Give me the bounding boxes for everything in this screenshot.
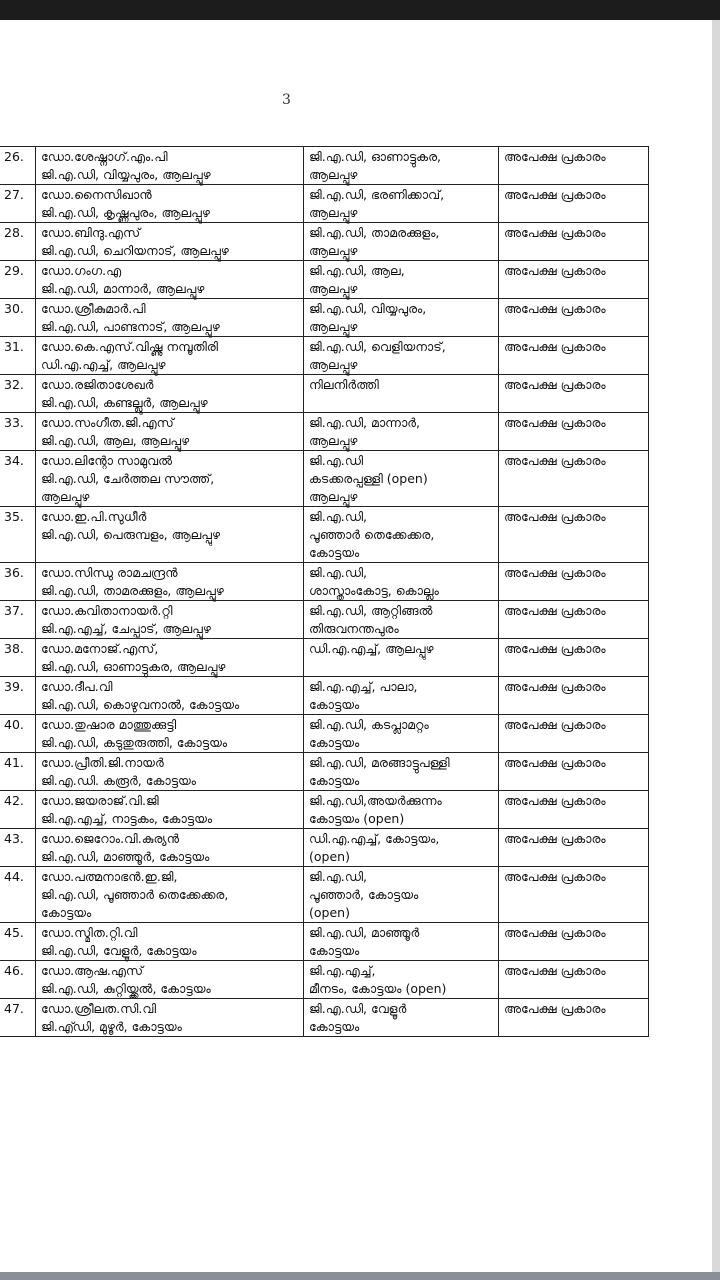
doctor-name-cell bbox=[36, 639, 304, 677]
new-posting-cell-line: ജി.എ.ഡി, ഓണാട്ടുകര, bbox=[309, 149, 442, 164]
doctor-name-cell-line: ഡോ.തുഷാര മാത്തുക്കുട്ടി bbox=[41, 717, 177, 732]
doctor-name-cell-line: ഡോ.ബിന്ദു.എസ് bbox=[41, 225, 141, 240]
new-posting-cell bbox=[304, 961, 499, 999]
new-posting-cell-line: ജി.എ.ഡി, താമരക്കുളം, bbox=[309, 225, 440, 240]
doctor-name-cell-line: ജി.എ.ഡി, താമരക്കുളം, ആലപ്പുഴ bbox=[41, 583, 224, 598]
new-posting-cell bbox=[304, 223, 499, 261]
table-row bbox=[0, 375, 649, 413]
table-row bbox=[0, 261, 649, 299]
table-row bbox=[0, 715, 649, 753]
new-posting-cell bbox=[304, 715, 499, 753]
new-posting-cell-line: ജി.എ.ഡി, bbox=[309, 509, 368, 524]
remark-cell: അപേക്ഷ പ്രകാരം bbox=[499, 507, 649, 563]
doctor-name-cell-line: ജി.എ.ഡി, മാഞ്ഞൂർ, കോട്ടയം bbox=[41, 849, 210, 864]
remark-cell: അപേക്ഷ പ്രകാരം bbox=[499, 999, 649, 1037]
doctor-name-cell bbox=[36, 413, 304, 451]
table-row bbox=[0, 677, 649, 715]
doctor-name-cell bbox=[36, 999, 304, 1037]
doctor-name-cell-line: കോട്ടയം bbox=[41, 905, 92, 920]
new-posting-cell-line: ജി.എ.ഡി, ആറ്റിങ്ങൽ bbox=[309, 603, 433, 618]
new-posting-cell-line: (open) bbox=[309, 905, 350, 920]
doctor-name-cell-line: ജി.എ്ഡി, മുഴൂർ, കോട്ടയം bbox=[41, 1019, 182, 1034]
new-posting-cell-line: ജി.എ.എച്ച്, bbox=[309, 963, 376, 978]
remark-cell: അപേക്ഷ പ്രകാരം bbox=[499, 413, 649, 451]
new-posting-cell bbox=[304, 829, 499, 867]
new-posting-cell-line: ആലപ്പുഴ bbox=[309, 281, 358, 296]
doctor-name-cell-line: ജി.എ.ഡി, ചേർത്തല സൗത്ത്, bbox=[41, 471, 215, 486]
row-number: 34. bbox=[0, 451, 36, 507]
new-posting-cell-line: കോട്ടയം bbox=[309, 697, 360, 712]
row-number: 26. bbox=[0, 147, 36, 185]
new-posting-cell bbox=[304, 753, 499, 791]
doctor-name-cell-line: ജി.എ.എച്ച്, ചേപ്പാട്, ആലപ്പുഴ bbox=[41, 621, 211, 636]
row-number: 47. bbox=[0, 999, 36, 1037]
row-number: 30. bbox=[0, 299, 36, 337]
new-posting-cell-line: ജി.എ.ഡി, വേളൂർ bbox=[309, 1001, 407, 1016]
new-posting-cell-line: ആലപ്പുഴ bbox=[309, 489, 358, 504]
doctor-name-cell-line: ഡോ.രജിതാശേഖർ bbox=[41, 377, 154, 392]
table-row bbox=[0, 507, 649, 563]
doctor-name-cell-line: ഡോ.സ്മിത.റ്റി.വി bbox=[41, 925, 138, 940]
remark-cell: അപേക്ഷ പ്രകാരം bbox=[499, 261, 649, 299]
doctor-name-cell-line: ഡോ.പ്രീതി.ജി.നായർ bbox=[41, 755, 164, 770]
remark-cell: അപേക്ഷ പ്രകാരം bbox=[499, 337, 649, 375]
doctor-name-cell-line: ജി.എ.ഡി, കൃഷ്ണപുരം, ആലപ്പുഴ bbox=[41, 205, 210, 220]
new-posting-cell-line: ജി.എ.ഡി, ആല, bbox=[309, 263, 405, 278]
row-number: 38. bbox=[0, 639, 36, 677]
table-row bbox=[0, 999, 649, 1037]
new-posting-cell-line: ജി.എ.ഡി bbox=[309, 453, 364, 468]
doctor-name-cell-line: ജി.എ.ഡി, പാണ്ടനാട്, ആലപ്പുഴ bbox=[41, 319, 220, 334]
row-number: 43. bbox=[0, 829, 36, 867]
new-posting-cell-line: ആലപ്പുഴ bbox=[309, 167, 358, 182]
new-posting-cell-line: കോട്ടയം (open) bbox=[309, 811, 405, 826]
new-posting-cell-line: ജി.എ.ഡി, വെളിയനാട്, bbox=[309, 339, 446, 354]
table-row bbox=[0, 867, 649, 923]
new-posting-cell-line: ആലപ്പുഴ bbox=[309, 433, 358, 448]
new-posting-cell-line: തിരുവനന്തപുരം bbox=[309, 621, 399, 636]
new-posting-cell-line: കോട്ടയം bbox=[309, 1019, 360, 1034]
remark-cell: അപേക്ഷ പ്രകാരം bbox=[499, 223, 649, 261]
new-posting-cell-line: ജി.എ.ഡി, bbox=[309, 869, 368, 884]
new-posting-cell-line: ജി.എ.ഡി, മാഞ്ഞൂർ bbox=[309, 925, 420, 940]
doctor-name-cell-line: ഡോ.പത്മനാഭൻ.ഇ.ജി, bbox=[41, 869, 178, 884]
new-posting-cell-line: ജി.എ.ഡി, bbox=[309, 565, 368, 580]
doctor-name-cell bbox=[36, 185, 304, 223]
row-number: 37. bbox=[0, 601, 36, 639]
doctor-name-cell-line: ജി.എ.എച്ച്, നാട്ടകം, കോട്ടയം bbox=[41, 811, 213, 826]
new-posting-cell bbox=[304, 337, 499, 375]
doctor-name-cell bbox=[36, 715, 304, 753]
doctor-name-cell-line: ഡി.എ.എച്ച്, ആലപ്പുഴ bbox=[41, 357, 166, 372]
new-posting-cell bbox=[304, 451, 499, 507]
new-posting-cell-line: ആലപ്പുഴ bbox=[309, 357, 358, 372]
table-row bbox=[0, 563, 649, 601]
remark-cell: അപേക്ഷ പ്രകാരം bbox=[499, 375, 649, 413]
doctor-name-cell-line: ഡോ.സിന്ധു രാമചന്ദ്രൻ bbox=[41, 565, 178, 580]
new-posting-cell-line: പൂഞ്ഞാർ, കോട്ടയം bbox=[309, 887, 419, 902]
remark-cell: അപേക്ഷ പ്രകാരം bbox=[499, 677, 649, 715]
row-number: 35. bbox=[0, 507, 36, 563]
doctor-name-cell-line: ജി.എ.ഡി, കൊഴുവനാൽ, കോട്ടയം bbox=[41, 697, 240, 712]
remark-cell: അപേക്ഷ പ്രകാരം bbox=[499, 299, 649, 337]
new-posting-cell-line: ജി.എ.ഡി,അയർക്കുന്നം bbox=[309, 793, 442, 808]
doctor-name-cell bbox=[36, 223, 304, 261]
doctor-name-cell-line: ജി.എ.ഡി. കരൂർ, കോട്ടയം bbox=[41, 773, 197, 788]
doctor-name-cell-line: ജി.എ.ഡി, കുറ്റിയ്ക്കൽ, കോട്ടയം bbox=[41, 981, 211, 996]
doctor-name-cell-line: ജി.എ.ഡി, കടുതുരുത്തി, കോട്ടയം bbox=[41, 735, 228, 750]
doctor-name-cell-line: ജി.എ.ഡി, പെരുമ്പളം, ആലപ്പുഴ bbox=[41, 527, 221, 542]
doctor-name-cell-line: ജി.എ.ഡി, പൂഞ്ഞാർ തെക്കേക്കര, bbox=[41, 887, 229, 902]
doctor-name-cell bbox=[36, 791, 304, 829]
remark-cell: അപേക്ഷ പ്രകാരം bbox=[499, 601, 649, 639]
remark-cell: അപേക്ഷ പ്രകാരം bbox=[499, 791, 649, 829]
new-posting-cell-line: നിലനിർത്തി bbox=[309, 377, 379, 392]
new-posting-cell bbox=[304, 261, 499, 299]
new-posting-cell bbox=[304, 507, 499, 563]
new-posting-cell-line: ജി.എ.ഡി, കടപ്ലാമറ്റം bbox=[309, 717, 429, 732]
doctor-name-cell bbox=[36, 601, 304, 639]
row-number: 42. bbox=[0, 791, 36, 829]
table-row bbox=[0, 961, 649, 999]
doctor-name-cell-line: ജി.എ.ഡി, ചെറിയനാട്, ആലപ്പുഴ bbox=[41, 243, 229, 258]
new-posting-cell-line: ഡി.എ.എച്ച്, ആലപ്പുഴ bbox=[309, 641, 434, 656]
doctor-name-cell-line: ഡോ.ശ്രീകുമാർ.പി bbox=[41, 301, 146, 316]
doctor-name-cell bbox=[36, 867, 304, 923]
doctor-name-cell-line: ഡോ.മനോജ്.എസ്, bbox=[41, 641, 159, 656]
remark-cell: അപേക്ഷ പ്രകാരം bbox=[499, 867, 649, 923]
new-posting-cell-line: ശാസ്താംകോട്ട, കൊല്ലം bbox=[309, 583, 439, 598]
doctor-name-cell bbox=[36, 299, 304, 337]
doctor-name-cell bbox=[36, 829, 304, 867]
table-row bbox=[0, 413, 649, 451]
doctor-name-cell bbox=[36, 147, 304, 185]
new-posting-cell bbox=[304, 563, 499, 601]
doctor-name-cell-line: ഡോ.നൈസിഖാൻ bbox=[41, 187, 152, 202]
row-number: 33. bbox=[0, 413, 36, 451]
new-posting-cell-line: ആലപ്പുഴ bbox=[309, 243, 358, 258]
doctor-name-cell-line: ഡോ.സംഗീത.ജി.എസ് bbox=[41, 415, 174, 430]
doctor-name-cell-line: ജി.എ.ഡി, ഓണാട്ടുകര, ആലപ്പുഴ bbox=[41, 659, 226, 674]
doctor-name-cell-line: ജി.എ.ഡി, മാന്നാർ, ആലപ്പുഴ bbox=[41, 281, 205, 296]
table-row bbox=[0, 185, 649, 223]
doctor-name-cell-line: ജി.എ.ഡി, വിയ്യപുരം, ആലപ്പുഴ bbox=[41, 167, 211, 182]
remark-cell: അപേക്ഷ പ്രകാരം bbox=[499, 961, 649, 999]
transfer-table-body bbox=[0, 147, 649, 1037]
doctor-name-cell-line: ഡോ.ജെറോം.വി.കുര്യൻ bbox=[41, 831, 180, 846]
new-posting-cell bbox=[304, 639, 499, 677]
doctor-name-cell-line: ഡോ.കെ.എസ്.വിഷ്ണു നമ്പൂതിരി bbox=[41, 339, 218, 354]
new-posting-cell bbox=[304, 999, 499, 1037]
row-number: 41. bbox=[0, 753, 36, 791]
new-posting-cell-line: കടക്കരപ്പള്ളി (open) bbox=[309, 471, 428, 486]
new-posting-cell-line: (open) bbox=[309, 849, 350, 864]
remark-cell: അപേക്ഷ പ്രകാരം bbox=[499, 923, 649, 961]
page-number: 3 bbox=[282, 92, 291, 108]
doctor-name-cell-line: ഡോ.ശ്രീലത.സി.വി bbox=[41, 1001, 157, 1016]
remark-cell: അപേക്ഷ പ്രകാരം bbox=[499, 829, 649, 867]
transfer-table bbox=[0, 146, 649, 1037]
remark-cell: അപേക്ഷ പ്രകാരം bbox=[499, 753, 649, 791]
new-posting-cell-line: കോട്ടയം bbox=[309, 943, 360, 958]
table-row bbox=[0, 923, 649, 961]
viewer-bottom-bar bbox=[0, 1272, 720, 1280]
table-row bbox=[0, 147, 649, 185]
doctor-name-cell-line: ജി.എ.ഡി, കണ്ടല്ലൂർ, ആലപ്പുഴ bbox=[41, 395, 208, 410]
doctor-name-cell-line: ഡോ.ലിന്റോ സാമുവൽ bbox=[41, 453, 173, 468]
row-number: 45. bbox=[0, 923, 36, 961]
doctor-name-cell bbox=[36, 677, 304, 715]
row-number: 36. bbox=[0, 563, 36, 601]
new-posting-cell-line: മീനടം, കോട്ടയം (open) bbox=[309, 981, 447, 996]
doctor-name-cell-line: ജി.എ.ഡി, ആല, ആലപ്പുഴ bbox=[41, 433, 190, 448]
new-posting-cell bbox=[304, 923, 499, 961]
doctor-name-cell-line: ജി.എ.ഡി, വേളൂർ, കോട്ടയം bbox=[41, 943, 197, 958]
remark-cell: അപേക്ഷ പ്രകാരം bbox=[499, 451, 649, 507]
doctor-name-cell-line: ഡോ.ഗംഗ.എ bbox=[41, 263, 122, 278]
doctor-name-cell bbox=[36, 753, 304, 791]
new-posting-cell-line: ആലപ്പുഴ bbox=[309, 205, 358, 220]
table-row bbox=[0, 753, 649, 791]
new-posting-cell bbox=[304, 677, 499, 715]
doctor-name-cell-line: ഡോ.ദീപ.വി bbox=[41, 679, 113, 694]
page-right-edge bbox=[712, 20, 720, 1272]
remark-cell: അപേക്ഷ പ്രകാരം bbox=[499, 563, 649, 601]
row-number: 29. bbox=[0, 261, 36, 299]
doctor-name-cell-line: ഡോ.ശേഷ്നാഗ്.എം.പി bbox=[41, 149, 168, 164]
new-posting-cell bbox=[304, 791, 499, 829]
new-posting-cell bbox=[304, 299, 499, 337]
remark-cell: അപേക്ഷ പ്രകാരം bbox=[499, 147, 649, 185]
table-row bbox=[0, 791, 649, 829]
row-number: 32. bbox=[0, 375, 36, 413]
row-number: 44. bbox=[0, 867, 36, 923]
doctor-name-cell bbox=[36, 563, 304, 601]
remark-cell: അപേക്ഷ പ്രകാരം bbox=[499, 185, 649, 223]
doctor-name-cell bbox=[36, 923, 304, 961]
table-row bbox=[0, 451, 649, 507]
doctor-name-cell bbox=[36, 337, 304, 375]
new-posting-cell bbox=[304, 147, 499, 185]
doctor-name-cell bbox=[36, 261, 304, 299]
new-posting-cell-line: കോട്ടയം bbox=[309, 773, 360, 788]
table-row bbox=[0, 223, 649, 261]
doctor-name-cell-line: ഡോ.ആഷ.എസ് bbox=[41, 963, 144, 978]
row-number: 39. bbox=[0, 677, 36, 715]
doctor-name-cell bbox=[36, 375, 304, 413]
new-posting-cell bbox=[304, 601, 499, 639]
table-row bbox=[0, 601, 649, 639]
new-posting-cell-line: ജി.എ.ഡി, മരങ്ങാട്ടുപള്ളി bbox=[309, 755, 450, 770]
row-number: 46. bbox=[0, 961, 36, 999]
remark-cell: അപേക്ഷ പ്രകാരം bbox=[499, 715, 649, 753]
new-posting-cell-line: ജി.എ.എച്ച്, പാലാ, bbox=[309, 679, 418, 694]
doctor-name-cell bbox=[36, 451, 304, 507]
new-posting-cell-line: പൂഞ്ഞാർ തെക്കേക്കര, bbox=[309, 527, 435, 542]
table-row bbox=[0, 299, 649, 337]
new-posting-cell-line: ആലപ്പുഴ bbox=[309, 319, 358, 334]
viewer-top-bar bbox=[0, 0, 720, 20]
table-row bbox=[0, 337, 649, 375]
new-posting-cell-line: ജി.എ.ഡി, മാന്നാർ, bbox=[309, 415, 420, 430]
row-number: 40. bbox=[0, 715, 36, 753]
new-posting-cell bbox=[304, 185, 499, 223]
doctor-name-cell-line: ഡോ.ഇ.പി.സുധീർ bbox=[41, 509, 147, 524]
new-posting-cell-line: ജി.എ.ഡി, വിയ്യപുരം, bbox=[309, 301, 427, 316]
new-posting-cell-line: കോട്ടയം bbox=[309, 735, 360, 750]
new-posting-cell bbox=[304, 413, 499, 451]
doctor-name-cell-line: ഡോ.ജയരാജ്.വി.ജി bbox=[41, 793, 159, 808]
row-number: 27. bbox=[0, 185, 36, 223]
row-number: 31. bbox=[0, 337, 36, 375]
table-row bbox=[0, 639, 649, 677]
new-posting-cell-line: കോട്ടയം bbox=[309, 545, 360, 560]
remark-cell: അപേക്ഷ പ്രകാരം bbox=[499, 639, 649, 677]
new-posting-cell bbox=[304, 375, 499, 413]
table-row bbox=[0, 829, 649, 867]
row-number: 28. bbox=[0, 223, 36, 261]
doctor-name-cell-line: ഡോ.കവിതാനായർ.റ്റി bbox=[41, 603, 173, 618]
doctor-name-cell-line: ആലപ്പുഴ bbox=[41, 489, 90, 504]
new-posting-cell-line: ഡി.എ.എച്ച്, കോട്ടയം, bbox=[309, 831, 440, 846]
doctor-name-cell bbox=[36, 961, 304, 999]
doctor-name-cell bbox=[36, 507, 304, 563]
new-posting-cell-line: ജി.എ.ഡി, ഭരണിക്കാവ്, bbox=[309, 187, 445, 202]
new-posting-cell bbox=[304, 867, 499, 923]
